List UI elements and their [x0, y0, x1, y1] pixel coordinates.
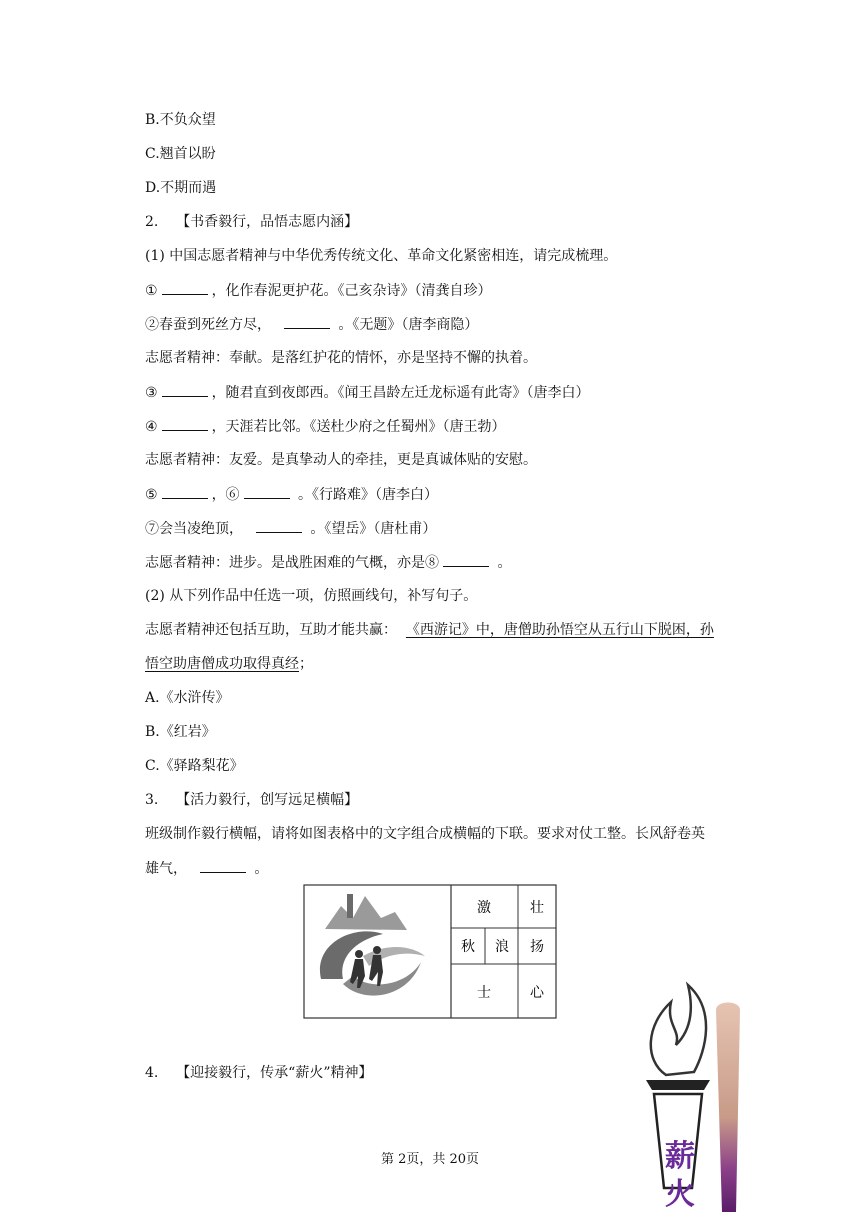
spirit-1: 志愿者精神：奉献。是落红护花的情怀，亦是坚持不懈的执着。: [145, 350, 537, 366]
grid-char: 士: [477, 985, 491, 1001]
answer-blank[interactable]: [162, 416, 208, 431]
torch-char: 火: [665, 1177, 695, 1212]
spirit-2: 志愿者精神：友爱。是真挚动人的牵挂，更是真诚体贴的安慰。: [145, 452, 537, 468]
q3-number: 3.: [145, 792, 159, 808]
answer-blank[interactable]: [162, 382, 208, 397]
q3-heading: [145, 790, 358, 810]
grid-char: 心: [530, 985, 544, 1001]
underlined-sentence: 《西游记》中，唐僧助孙悟空从五行山下脱困，孙: [405, 622, 714, 638]
option-b: B.不负众望: [145, 112, 216, 128]
q3-text-1: 班级制作毅行横幅，请将如图表格中的文字组合成横幅的下联。要求对仗工整。长风舒卷英: [145, 826, 705, 842]
q4-number: 4.: [145, 1065, 159, 1081]
work-option-a: A.《水浒传》: [145, 690, 230, 706]
option-d: D.不期而遇: [145, 180, 217, 196]
grid-char: 扬: [530, 939, 544, 955]
option-c: C.翘首以盼: [145, 146, 216, 162]
q2-part2: (2) 从下列作品中任选一项，仿照画线句，补写句子。: [145, 588, 478, 604]
q4-heading: [145, 1063, 373, 1083]
banner-figure: [303, 884, 557, 1019]
answer-blank[interactable]: [443, 552, 489, 567]
q3-text-2: 雄气， 。: [145, 858, 268, 879]
answer-blank[interactable]: [256, 518, 302, 533]
q3-title: 【活力毅行，创写远足横幅】: [176, 792, 359, 808]
q4-title: 【迎接毅行，传承“薪火”精神】: [176, 1065, 373, 1081]
answer-blank[interactable]: [244, 484, 290, 499]
work-option-b: B.《红岩》: [145, 724, 216, 740]
example-line-1: 志愿者精神还包括互助，互助才能共赢： 《西游记》中，唐僧助孙悟空从五行山下脱困，孙: [145, 622, 714, 638]
example-line-2: 悟空助唐僧成功取得真经；: [145, 656, 313, 672]
poem-line-3: ③ ，随君直到夜郎西。《闻王昌龄左迁龙标遥有此寄》（唐李白）: [145, 382, 590, 403]
q2-number: 2.: [145, 214, 159, 230]
poem-line-2: ②春蚕到死丝方尽， 。《无题》（唐李商隐）: [145, 314, 478, 335]
q2-title: 【书香毅行，品悟志愿内涵】: [176, 214, 359, 230]
underlined-sentence: 悟空助唐僧成功取得真经: [145, 656, 299, 672]
grid-char: 壮: [530, 900, 544, 916]
poem-line-6: ⑦会当凌绝顶， 。《望岳》（唐杜甫）: [145, 518, 436, 539]
grid-char: 浪: [495, 939, 509, 955]
grid-char: 秋: [461, 939, 475, 955]
q2-intro: (1) 中国志愿者精神与中华优秀传统文化、革命文化紧密相连，请完成梳理。: [145, 248, 618, 264]
page-footer: 第 2页，共 20页: [380, 1152, 480, 1167]
answer-blank[interactable]: [162, 484, 208, 499]
spirit-3: 志愿者精神：进步。是战胜困难的气概，亦是⑧ 。: [145, 552, 511, 573]
torch-image: [636, 980, 756, 1216]
answer-blank[interactable]: [284, 314, 330, 329]
poem-line-5: ⑤ ，⑥ 。《行路难》（唐李白）: [145, 484, 438, 505]
q2-heading: [145, 212, 358, 232]
grid-char: 激: [477, 900, 491, 916]
poem-line-1: ① ，化作春泥更护花。《己亥杂诗》（清龚自珍）: [145, 280, 492, 301]
answer-blank[interactable]: [162, 280, 208, 295]
work-option-c: C.《驿路梨花》: [145, 758, 244, 774]
torch-char: 薪: [665, 1139, 695, 1174]
answer-blank[interactable]: [200, 858, 246, 873]
poem-line-4: ④ ，天涯若比邻。《送杜少府之任蜀州》（唐王勃）: [145, 416, 506, 437]
